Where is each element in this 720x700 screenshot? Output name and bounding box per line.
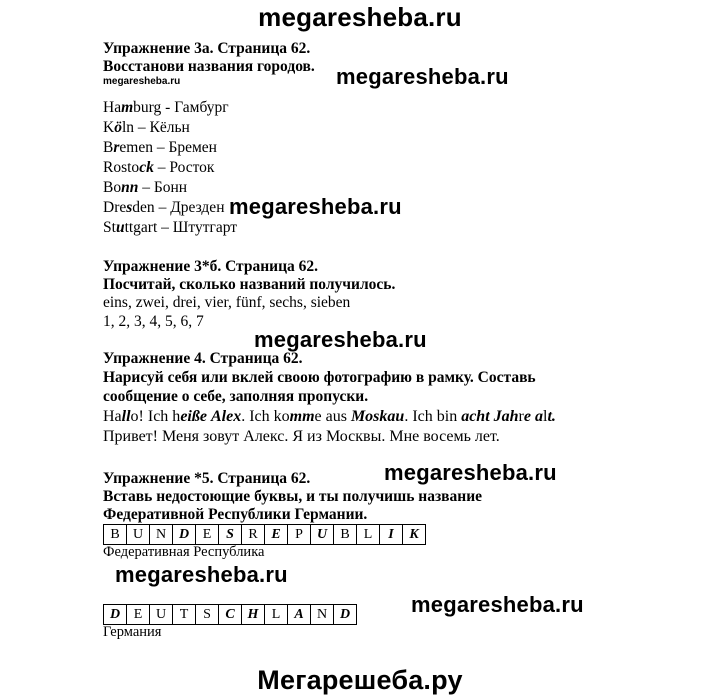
letter-cell-filled: U [311,525,334,544]
ex3b-task: Посчитай, сколько названий получилось. [103,276,396,293]
watermark-mid-2: megaresheba.ru [229,194,402,219]
letter-cell: T [173,605,196,624]
city-item: Bremen – Бремен [103,139,217,156]
letter-cell-filled: D [339,606,351,622]
letter-cell-filled: D [173,525,196,544]
letter-grid-deutschland [103,604,357,625]
city-item: Hamburg - Гамбург [103,99,229,116]
word1-label: Федеративная Республика [103,544,265,560]
watermark-mid-3: megaresheba.ru [254,327,427,352]
letter-cell: E [196,525,219,544]
city-item: Rostock – Росток [103,159,215,176]
city-item: Dresden – Дрезден [103,199,225,216]
letter-cell-filled: A [288,605,311,624]
ex5-task-line1: Вставь недостоющие буквы, и ты получишь название [103,488,483,505]
letter-cell-filled: D [104,605,127,624]
city-list [103,98,237,238]
letter-cell: L [357,525,380,544]
letter-cell: E [127,605,150,624]
ex4-german-sentence: Hallo! Ich heiße Alex. Ich komme aus Moskau. Ich bin acht Jahre alt. [103,408,556,425]
ex3a-heading: Упражнение 3а. Страница 62. [103,40,311,57]
ex3b-heading: Упражнение 3*б. Страница 62. [103,258,319,275]
letter-cell-filled: S [219,525,242,544]
ex3b-numbers: 1, 2, 3, 4, 5, 6, 7 [103,313,204,330]
watermark-top: megaresheba.ru [258,2,462,32]
letter-cell-filled: C [219,605,242,624]
watermark-mid-4: megaresheba.ru [384,460,557,485]
word2-label: Германия [103,624,162,640]
letter-cell: B [104,525,127,544]
letter-cell: N [150,525,173,544]
watermark-mid-6: megaresheba.ru [411,592,584,617]
letter-cell-filled: K [409,526,419,542]
letter-cell: S [196,605,219,624]
letter-cell: P [288,525,311,544]
letter-cell: U [150,605,173,624]
ex4-task-line1: Нарисуй себя или вклей своою фотографию в рамку. Составь [103,369,536,386]
letter-cell: N [311,605,334,624]
ex4-heading: Упражнение 4. Страница 62. [103,350,303,367]
letter-cell-filled: I [380,525,403,544]
ex5-task-line2: Федеративной Республики Германии. [103,506,368,523]
ex3a-task: Восстанови названия городов. [103,58,315,75]
letter-cell: L [265,605,288,624]
letter-cell: B [334,525,357,544]
ex4-russian-sentence: Привет! Меня зовут Алекс. Я из Москвы. Мне восемь лет. [103,428,500,445]
watermark-mid-5: megaresheba.ru [115,562,288,587]
letter-cell: R [242,525,265,544]
letter-cell: U [127,525,150,544]
letter-grid-bundesrepublik [103,524,426,545]
watermark-mid-1: megaresheba.ru [336,64,509,89]
watermark-small: megaresheba.ru [103,76,181,87]
city-item: Stuttgart – Штутгарт [103,219,238,236]
city-item: Bonn – Бонн [103,179,188,196]
letter-cell-filled: H [242,605,265,624]
city-item: Köln – Кёльн [103,119,190,136]
ex3b-words: eins, zwei, drei, vier, fünf, sechs, sieben [103,294,351,311]
watermark-bottom: Мегарешеба.ру [257,665,463,695]
ex4-task-line2: сообщение о себе, заполняя пропуски. [103,388,369,405]
ex5-heading: Упражнение *5. Страница 62. [103,470,311,487]
letter-cell-filled: E [265,525,288,544]
